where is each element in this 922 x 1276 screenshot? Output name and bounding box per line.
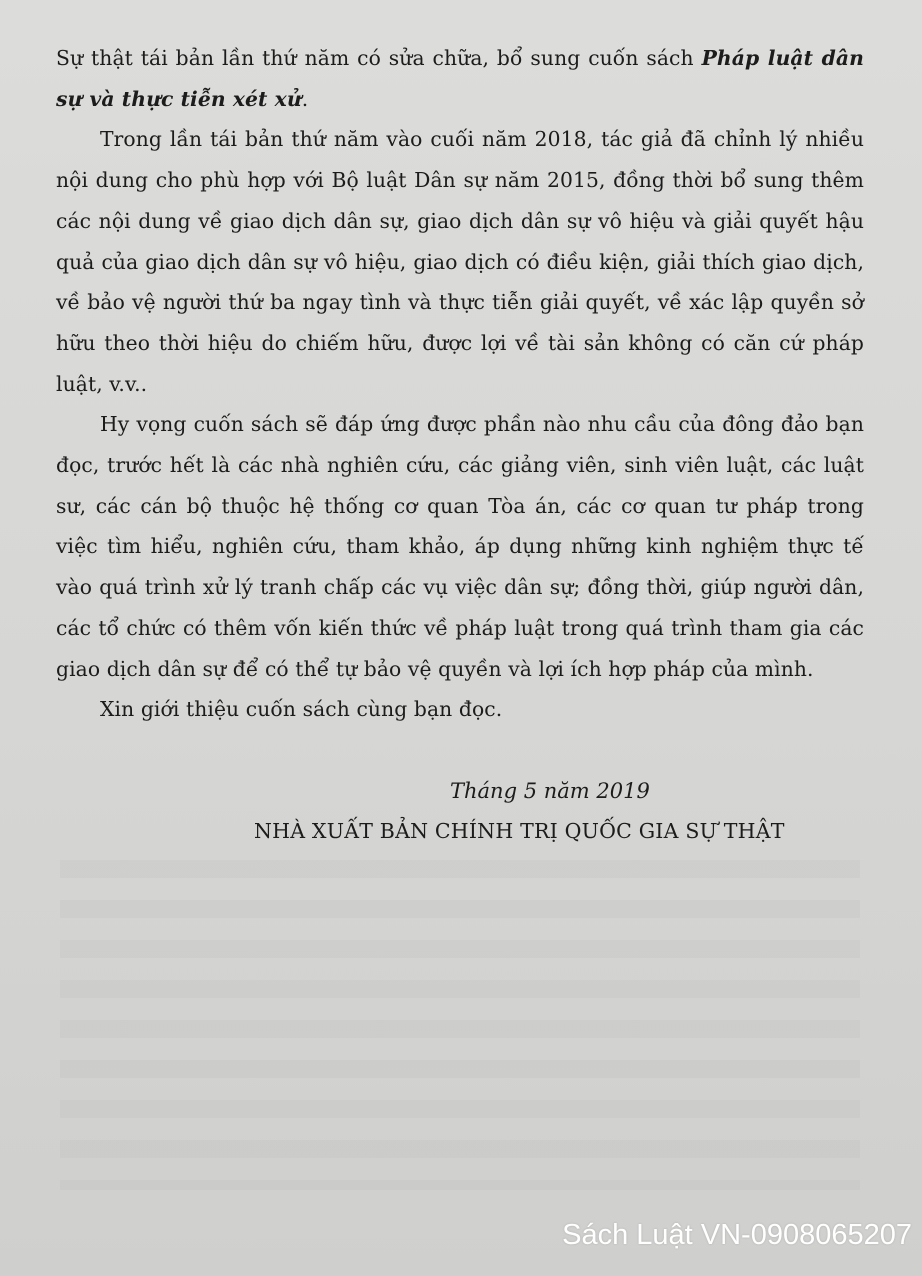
body-text [56, 38, 864, 730]
intro-text: Sự thật tái bản lần thứ năm có sửa chữa, bổ sung cuốn sách [56, 46, 702, 70]
date-line: Tháng 5 năm 2019 [450, 779, 650, 803]
paragraph-introduction: Xin giới thiệu cuốn sách cùng bạn đọc. [100, 697, 503, 722]
watermark-text: Sách Luật VN-0908065207 [562, 1219, 912, 1251]
intro-end: . [301, 86, 309, 111]
book-title: Pháp luật dân sự và thực tiễn xét xử [56, 46, 864, 111]
paragraph-revision: Trong lần tái bản thứ năm vào cuối năm 2018, tác giả đã chỉnh lý nhiều nội dung cho phù hợp với Bộ luật Dân sự năm 2015, đồng thời bổ sung thêm các nội dung về giao dịch dân sự, giao dịch dân sự vô hiệu và giải quyết hậu quả của giao dịch dân sự vô hiệu, giao dịch có điều kiện, giải thích giao dịch, về bảo vệ người thứ ba ngay tình và thực tiễn giải quyết, về xác lập quyền sở hữu theo thời hiệu do chiếm hữu, được lợi về tài sản không có căn cứ pháp luật, v.v.. [56, 127, 864, 396]
show-through-text [60, 860, 860, 1190]
paragraph-hope: Hy vọng cuốn sách sẽ đáp ứng được phần nào nhu cầu của đông đảo bạn đọc, trước hết là các nhà nghiên cứu, các giảng viên, sinh viên luật, các luật sư, các cán bộ thuộc hệ thống cơ quan Tòa án, các cơ quan tư pháp trong việc tìm hiểu, nghiên cứu, tham khảo, áp dụng những kinh nghiệm thực tế vào quá trình xử lý tranh chấp các vụ việc dân sự; đồng thời, giúp người dân, các tổ chức có thêm vốn kiến thức về pháp luật trong quá trình tham gia các giao dịch dân sự để có thể tự bảo vệ quyền và lợi ích hợp pháp của mình. [56, 412, 864, 681]
intro-paragraph [56, 38, 864, 119]
publisher-name: NHÀ XUẤT BẢN CHÍNH TRỊ QUỐC GIA SỰ THẬT [254, 819, 785, 843]
